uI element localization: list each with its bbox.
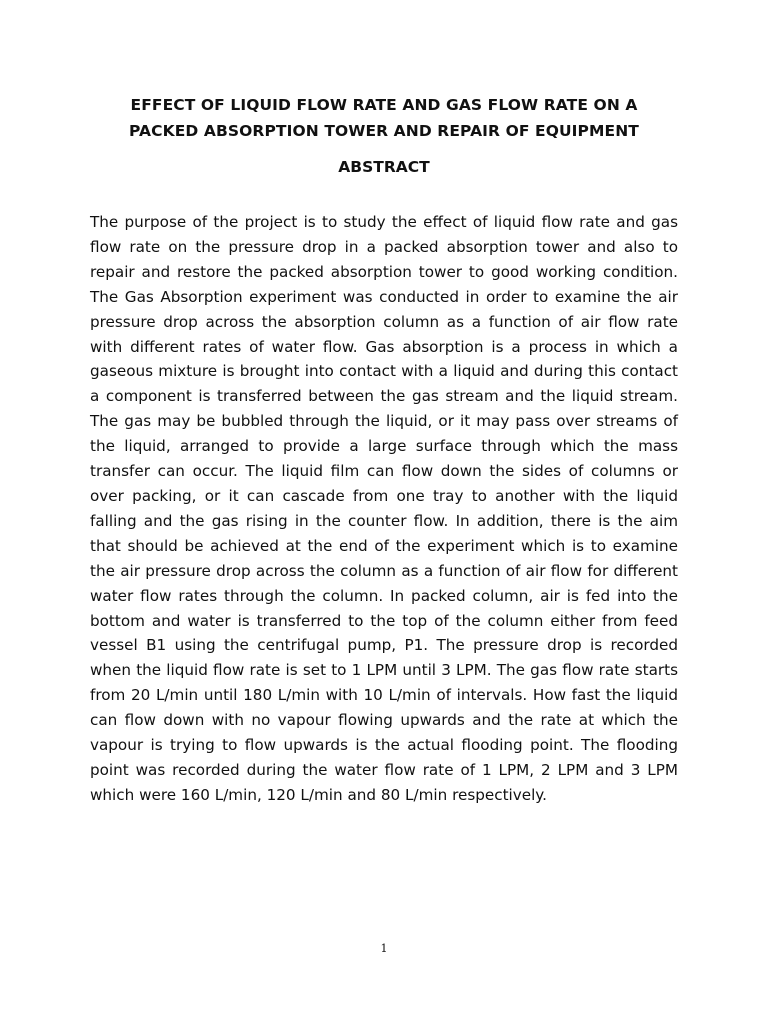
title-line-1: EFFECT OF LIQUID FLOW RATE AND GAS FLOW RATE ON A <box>130 96 638 114</box>
document-title <box>90 92 678 144</box>
abstract-paragraph: The purpose of the project is to study the effect of liquid flow rate and gas flow rate on the pressure drop in a packed absorption tower and also to repair and restore the packed absorption tower to good working condition. The Gas Absorption experiment was conducted in order to examine the air pressure drop across the absorption column as a function of air flow rate with different rates of water flow. Gas absorption is a process in which a gaseous mixture is brought into contact with a liquid and during this contact a component is transferred between the gas stream and the liquid stream. The gas may be bubbled through the liquid, or it may pass over streams of the liquid, arranged to provide a large surface through which the mass transfer can occur. The liquid film can flow down the sides of columns or over packing, or it can cascade from one tray to another with the liquid falling and the gas rising in the counter flow. In addition, there is the aim that should be achieved at the end of the experiment which is to examine the air pressure drop across the column as a function of air flow for different water flow rates through the column. In packed column, air is fed into the bottom and water is transferred to the top of the column either from feed vessel B1 using the centrifugal pump, P1. The pressure drop is recorded when the liquid flow rate is set to 1 LPM until 3 LPM. The gas flow rate starts from 20 L/min until 180 L/min with 10 L/min of intervals. How fast the liquid can flow down with no vapour flowing upwards and the rate at which the vapour is trying to flow upwards is the actual flooding point. The flooding point was recorded during the water flow rate of 1 LPM, 2 LPM and 3 LPM which were 160 L/min, 120 L/min and 80 L/min respectively. <box>90 213 678 804</box>
title-line-2: PACKED ABSORPTION TOWER AND REPAIR OF EQUIPMENT <box>129 122 639 140</box>
abstract-heading: ABSTRACT <box>338 158 430 176</box>
page-number: 1 <box>380 942 388 955</box>
